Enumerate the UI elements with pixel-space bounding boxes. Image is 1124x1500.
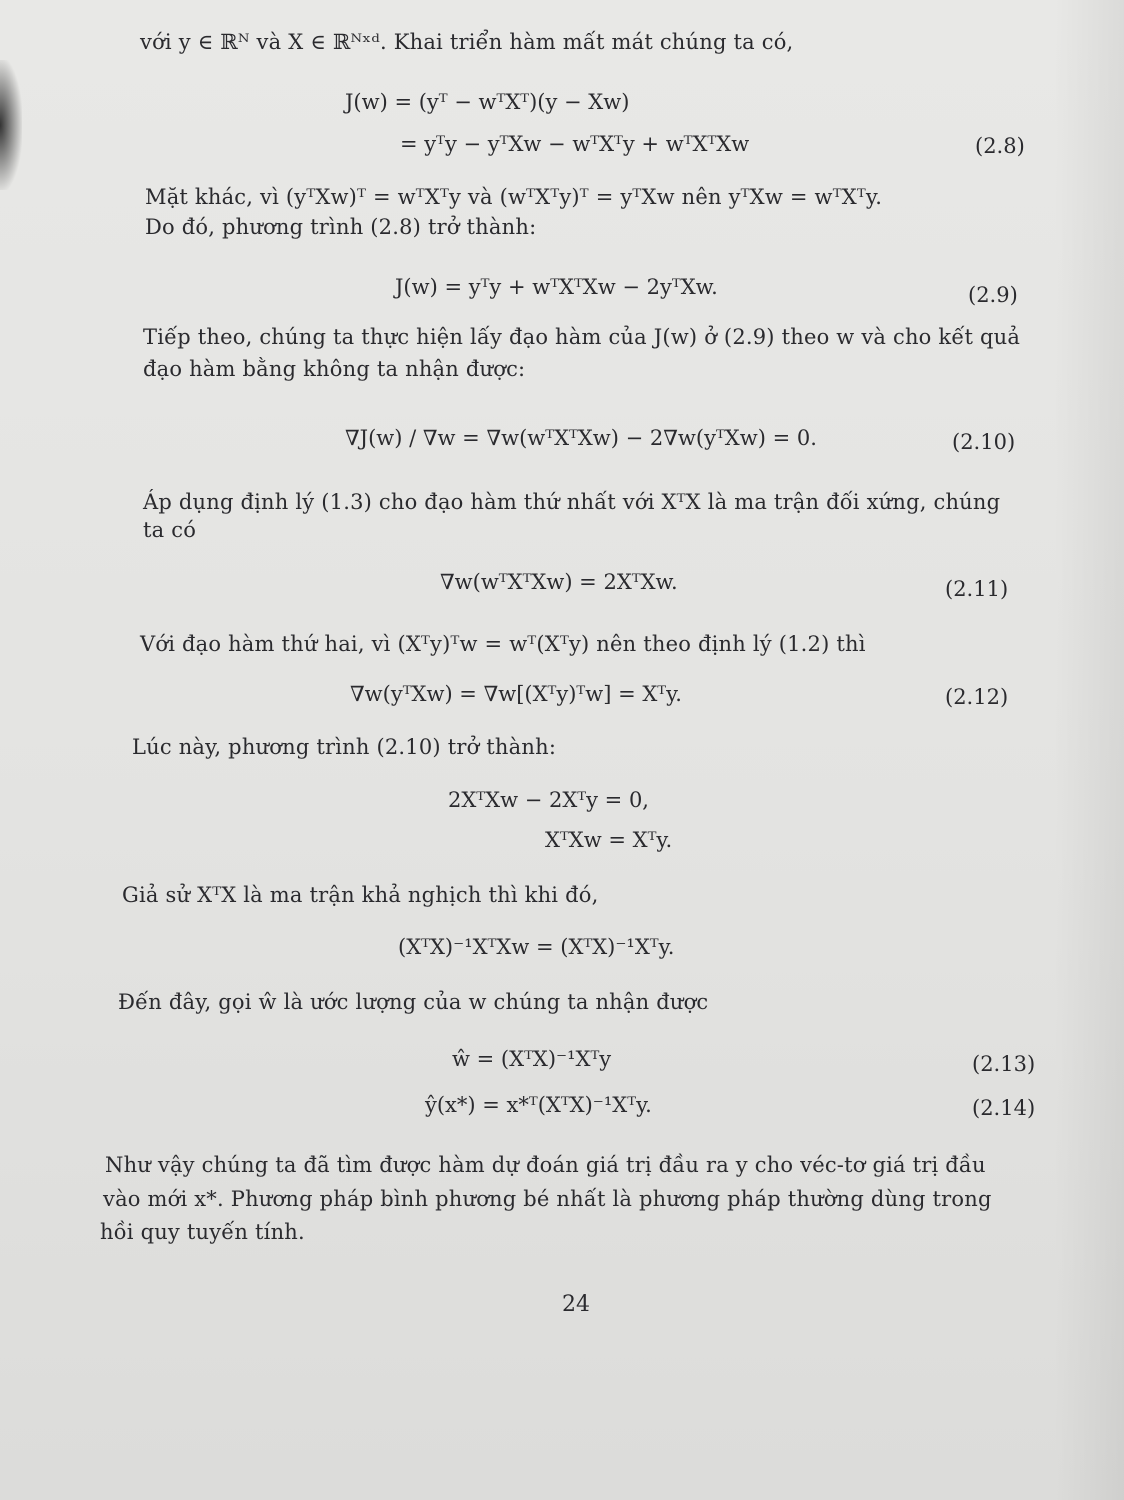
text-line-1: với y ∈ ℝᴺ và X ∈ ℝᴺˣᵈ. Khai triển hàm mất mát chúng ta có, xyxy=(140,30,794,54)
equation-2-14: ŷ(x*) = x*ᵀ(XᵀX)⁻¹Xᵀy. xyxy=(425,1093,652,1117)
equation-number-2-11: (2.11) xyxy=(945,577,1009,601)
equation-solve-line-2: XᵀXw = Xᵀy. xyxy=(545,828,673,852)
equation-solve-line-1: 2XᵀXw − 2Xᵀy = 0, xyxy=(448,788,649,812)
equation-number-2-9: (2.9) xyxy=(968,283,1018,307)
text-line-4: Tiếp theo, chúng ta thực hiện lấy đạo hàm của J(w) ở (2.9) theo w và cho kết quả xyxy=(143,325,1021,349)
text-line-9: Lúc này, phương trình (2.10) trở thành: xyxy=(132,735,557,759)
text-line-12: Như vậy chúng ta đã tìm được hàm dự đoán giá trị đầu ra y cho véc-tơ giá trị đầu xyxy=(105,1153,986,1177)
page-number: 24 xyxy=(562,1292,590,1317)
text-line-3: Do đó, phương trình (2.8) trở thành: xyxy=(145,215,537,239)
equation-number-2-14: (2.14) xyxy=(972,1096,1036,1120)
equation-2-8-line-1: J(w) = (yᵀ − wᵀXᵀ)(y − Xw) xyxy=(345,90,630,114)
equation-2-13: ŵ = (XᵀX)⁻¹Xᵀy xyxy=(452,1047,612,1071)
equation-number-2-8: (2.8) xyxy=(975,134,1025,158)
text-line-6: Áp dụng định lý (1.3) cho đạo hàm thứ nhất với XᵀX là ma trận đối xứng, chúng xyxy=(143,490,1001,514)
equation-2-11: ∇w(wᵀXᵀXw) = 2XᵀXw. xyxy=(440,570,678,594)
equation-inverse: (XᵀX)⁻¹XᵀXw = (XᵀX)⁻¹Xᵀy. xyxy=(398,935,675,959)
text-line-14: hồi quy tuyến tính. xyxy=(100,1220,305,1244)
equation-number-2-12: (2.12) xyxy=(945,685,1009,709)
text-line-5: đạo hàm bằng không ta nhận được: xyxy=(143,357,526,381)
equation-number-2-13: (2.13) xyxy=(972,1052,1036,1076)
equation-2-12: ∇w(yᵀXw) = ∇w[(Xᵀy)ᵀw] = Xᵀy. xyxy=(350,682,682,706)
text-line-7: ta có xyxy=(143,518,197,542)
text-line-11: Đến đây, gọi ŵ là ước lượng của w chúng ta nhận được xyxy=(118,990,709,1014)
equation-2-8-line-2: = yᵀy − yᵀXw − wᵀXᵀy + wᵀXᵀXw xyxy=(400,132,750,156)
equation-2-10: ∇J(w) / ∇w = ∇w(wᵀXᵀXw) − 2∇w(yᵀXw) = 0. xyxy=(345,426,817,450)
text-line-10: Giả sử XᵀX là ma trận khả nghịch thì khi đó, xyxy=(122,883,599,907)
page-edge-shading xyxy=(1054,0,1124,1500)
text-line-2: Mặt khác, vì (yᵀXw)ᵀ = wᵀXᵀy và (wᵀXᵀy)ᵀ = yᵀXw nên yᵀXw = wᵀXᵀy. xyxy=(145,185,883,209)
text-line-8: Với đạo hàm thứ hai, vì (Xᵀy)ᵀw = wᵀ(Xᵀy) nên theo định lý (1.2) thì xyxy=(140,632,866,656)
text-line-13: vào mới x*. Phương pháp bình phương bé nhất là phương pháp thường dùng trong xyxy=(103,1187,992,1211)
equation-number-2-10: (2.10) xyxy=(952,430,1016,454)
equation-2-9: J(w) = yᵀy + wᵀXᵀXw − 2yᵀXw. xyxy=(395,275,718,299)
page-edge-shadow xyxy=(0,60,22,190)
